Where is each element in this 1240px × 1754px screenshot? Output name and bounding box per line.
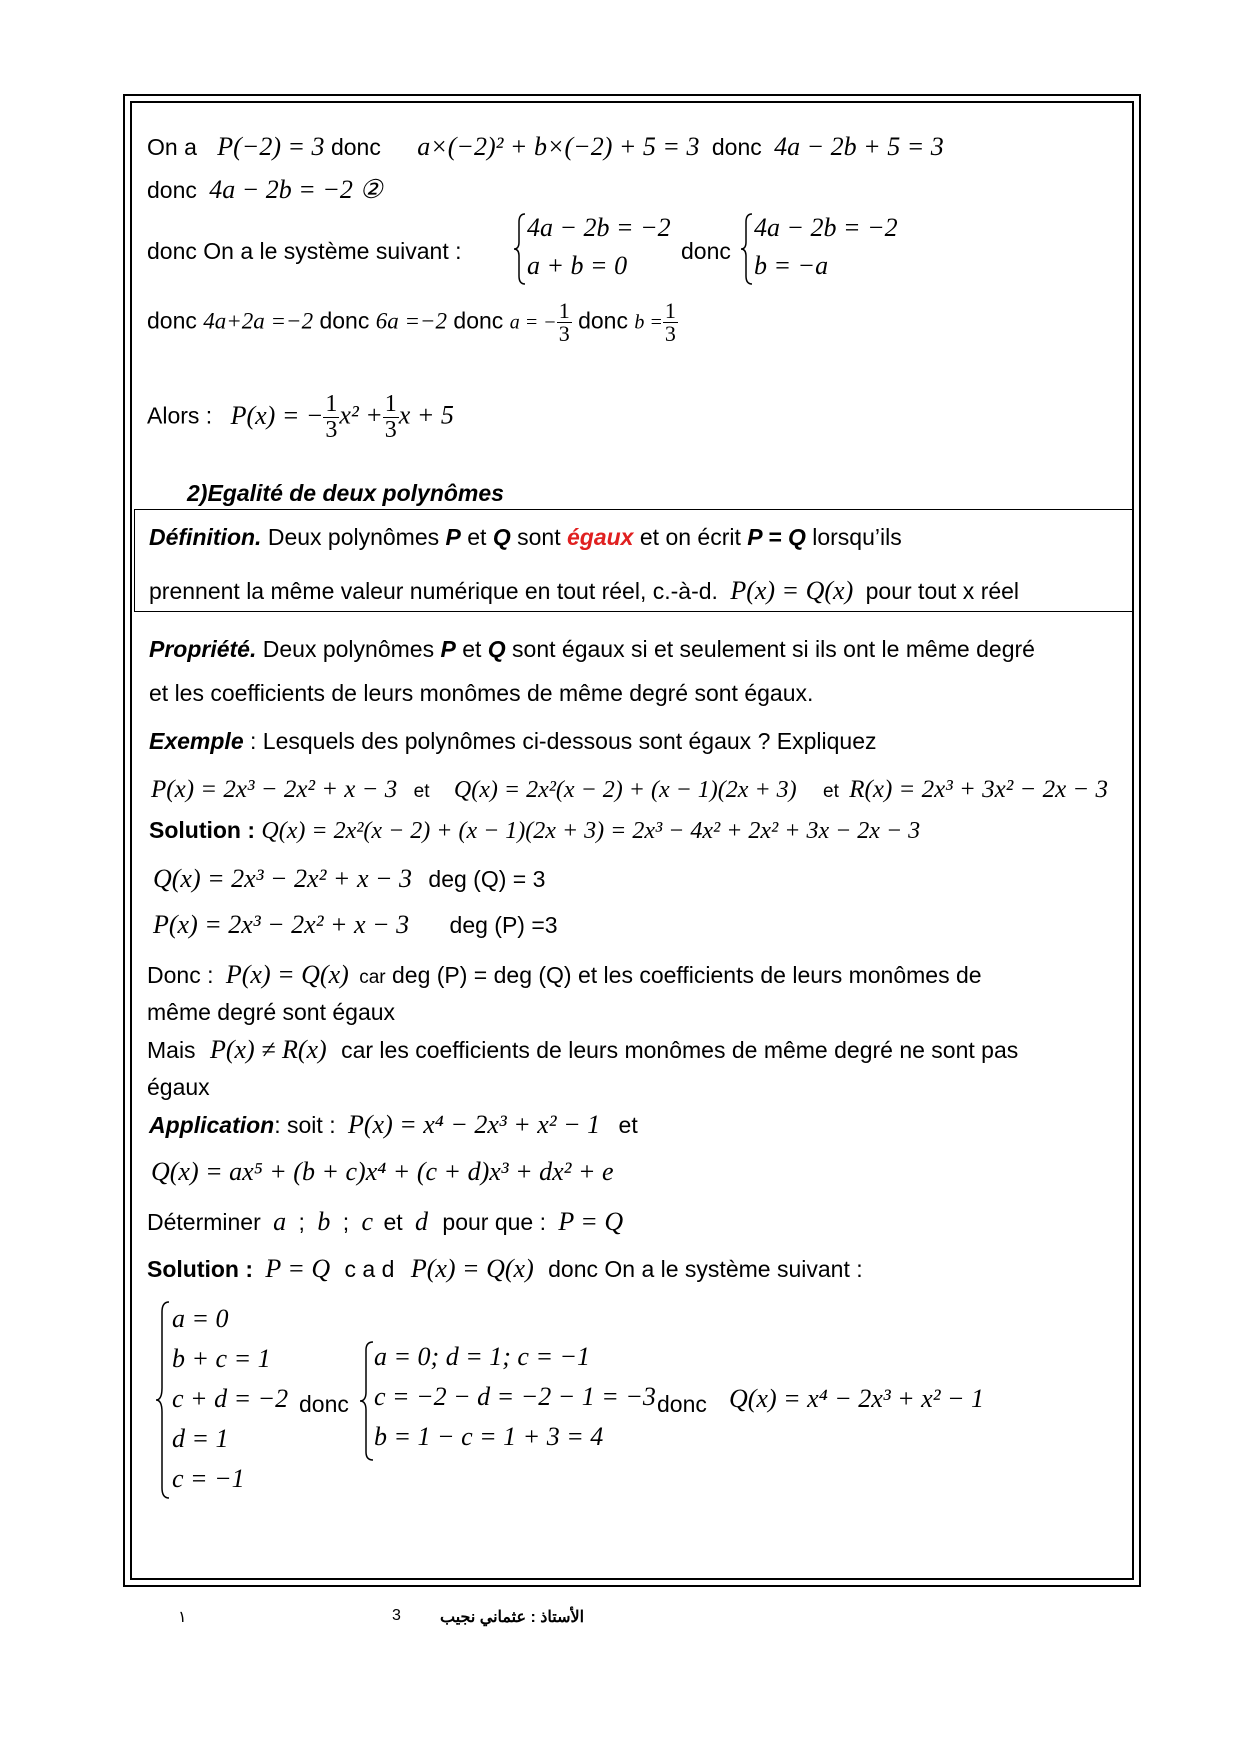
propriete-line-1: [149, 636, 1035, 663]
mais-line-2: égaux: [147, 1074, 210, 1100]
math: P(x) = x⁴ − 2x³ + x² − 1: [347, 1110, 601, 1139]
system-row: b + c = 1: [172, 1344, 271, 1373]
line-2: [147, 175, 383, 205]
section-title: 2)Egalité de deux polynômes: [187, 480, 504, 506]
text: P: [440, 636, 456, 662]
math: P = Q: [558, 1207, 624, 1236]
system-row: c = −1: [172, 1464, 245, 1493]
text: et: [455, 636, 488, 662]
math: Q(x) = x⁴ − 2x³ + x² − 1: [729, 1384, 985, 1413]
text: prennent la même valeur numérique en tout réel, c.-à-d.: [149, 578, 718, 604]
brace-icon: [740, 212, 754, 286]
text: P = Q: [747, 524, 806, 550]
line-5: [147, 392, 454, 443]
text-donc: donc: [299, 1391, 349, 1417]
math: P(x) = 2x³ − 2x² + x − 3: [153, 910, 410, 939]
line-3: [147, 238, 462, 265]
math: b =: [634, 311, 663, 334]
math: P(x) ≠ R(x): [209, 1035, 327, 1064]
system-row: b = −a: [754, 251, 829, 280]
math: a×(−2)² + b×(−2) + 5 = 3: [417, 132, 700, 161]
text: donc: [319, 307, 370, 334]
text: On a: [147, 134, 197, 160]
system-row: 4a − 2b = −2: [527, 213, 671, 242]
math: 6a =−2: [375, 308, 448, 334]
fraction: [323, 392, 339, 443]
text: sont: [510, 524, 567, 550]
propriete-label: Propriété.: [149, 636, 257, 662]
definition-label: Définition.: [149, 524, 262, 550]
text: Déterminer: [147, 1209, 261, 1235]
math: 4a − 2b = −2 ②: [209, 175, 383, 204]
system-row: d = 1: [172, 1424, 229, 1453]
text: c a d: [344, 1256, 395, 1282]
donc-line: [147, 960, 982, 990]
fraction-den: 3: [558, 321, 570, 346]
system-row: a = 0; d = 1; c = −1: [374, 1342, 591, 1371]
exemple-label: Exemple: [149, 728, 244, 754]
math: 4a − 2b + 5 = 3: [774, 132, 944, 161]
application-line: [149, 1110, 638, 1140]
brace-icon: [513, 212, 527, 286]
text: ;: [298, 1209, 305, 1235]
system-row: c = −2 − d = −2 − 1 = −3: [374, 1382, 656, 1411]
footer-left-number: ١: [178, 1609, 187, 1626]
text: Mais: [147, 1037, 196, 1063]
text: donc: [711, 134, 762, 160]
math: a = −: [509, 311, 557, 334]
text: donc: [578, 307, 628, 334]
system-row: c + d = −2: [172, 1384, 289, 1413]
system-row: b = 1 − c = 1 + 3 = 4: [374, 1422, 604, 1451]
text: et: [618, 1112, 638, 1138]
text: donc On a le système suivant :: [147, 238, 462, 264]
text: P: [445, 524, 461, 550]
text: et: [383, 1209, 403, 1235]
math: d: [415, 1207, 429, 1236]
text: pour tout x réel: [865, 578, 1020, 604]
fraction: [383, 392, 399, 443]
exemple-polynomials: [151, 776, 1108, 804]
brace-icon: [155, 1300, 171, 1500]
text: et: [823, 781, 839, 802]
final-result: [729, 1384, 984, 1414]
fraction-num: 1: [325, 391, 338, 417]
math: P(x) = Q(x): [730, 576, 854, 605]
fraction-num: 1: [558, 298, 570, 323]
propriete-line-2: et les coefficients de leurs monômes de même degré sont égaux.: [149, 680, 814, 706]
text: deg (P) =3: [449, 912, 558, 938]
determiner-line: [147, 1207, 623, 1237]
math: c: [361, 1207, 374, 1236]
line-4: [147, 300, 678, 345]
math: Q(x) = ax⁵ + (b + c)x⁴ + (c + d)x³ + dx² + e: [151, 1157, 614, 1186]
solution-1-line: [149, 817, 920, 845]
text: Donc :: [147, 962, 214, 988]
system-row: a + b = 0: [527, 251, 628, 280]
math: P = Q: [265, 1254, 331, 1283]
text: Deux polynômes: [261, 524, 446, 550]
definition-line-2: [149, 576, 1019, 606]
text-donc: donc: [681, 238, 731, 264]
math: R(x) = 2x³ + 3x² − 2x − 3: [849, 776, 1109, 803]
text: sont égaux si et seulement si ils ont le même degré: [505, 636, 1035, 662]
application-q-line: [151, 1157, 614, 1187]
definition-line-1: [149, 524, 902, 551]
text: Q: [487, 636, 506, 662]
solution-2-line: [147, 1254, 863, 1284]
text: : soit :: [274, 1112, 336, 1138]
solution-label: Solution :: [149, 817, 256, 843]
line-1: [147, 132, 944, 162]
math: P(x) = 2x³ − 2x² + x − 3: [151, 776, 398, 803]
highlight-egaux: égaux: [567, 524, 634, 550]
text: Alors :: [147, 402, 213, 429]
fraction-num: 1: [384, 391, 397, 417]
footer-author: الأستاذ : عثماني نجيب: [440, 1609, 585, 1626]
fraction: [557, 300, 572, 345]
text: donc: [147, 177, 197, 203]
footer-page-number: 3: [392, 1607, 401, 1624]
text: pour que :: [442, 1209, 546, 1235]
solution-p-line: [153, 910, 558, 940]
donc-line-2: même degré sont égaux: [147, 999, 396, 1025]
application-label: Application: [149, 1112, 275, 1138]
system-row: a = 0: [172, 1304, 229, 1333]
math: Q(x) = 2x²(x − 2) + (x − 1)(2x + 3): [453, 777, 797, 803]
mais-line: [147, 1035, 1018, 1065]
fraction-den: 3: [325, 417, 338, 443]
fraction: [663, 300, 678, 345]
math: Q(x) = 2x³ − 2x² + x − 3: [153, 864, 413, 893]
text: et on écrit: [633, 524, 748, 550]
fraction-den: 3: [664, 321, 676, 346]
math: 4a+2a =−2: [203, 308, 314, 334]
text: et: [413, 781, 430, 802]
solution-q-line: [153, 864, 545, 894]
text: donc: [453, 307, 504, 334]
text: : Lesquels des polynômes ci-dessous sont égaux ? Expliquez: [243, 728, 877, 754]
math: b: [317, 1207, 331, 1236]
math: a: [273, 1207, 287, 1236]
text: et: [460, 524, 493, 550]
text: deg (Q) = 3: [428, 866, 546, 892]
math: x + 5: [398, 400, 454, 430]
text: ;: [342, 1209, 350, 1235]
text: donc: [330, 134, 381, 160]
math: P(x) = Q(x): [410, 1254, 534, 1283]
solution-label: Solution :: [147, 1256, 254, 1282]
math: P(−2) = 3: [217, 132, 325, 161]
text: donc On a le système suivant :: [548, 1256, 863, 1282]
fraction-den: 3: [384, 417, 397, 443]
text: deg (P) = deg (Q) et les coefficients de leurs monômes de: [385, 962, 982, 988]
text: donc: [147, 307, 197, 334]
text: Q: [492, 524, 511, 550]
text: car: [359, 967, 386, 988]
text: Deux polynômes: [256, 636, 441, 662]
math: P(x) = Q(x): [225, 960, 349, 989]
text: car les coefficients de leurs monômes de même degré ne sont pas: [341, 1037, 1019, 1063]
exemple-line: [149, 728, 876, 755]
system-row: 4a − 2b = −2: [754, 213, 898, 242]
math: x² +: [339, 400, 383, 430]
math: P(x) = −: [230, 400, 324, 430]
fraction-num: 1: [664, 298, 676, 323]
text: lorsqu’ils: [805, 524, 902, 550]
brace-icon: [359, 1340, 375, 1462]
math: Q(x) = 2x²(x − 2) + (x − 1)(2x + 3) = 2x³ − 4x² + 2x² + 3x − 2x − 3: [261, 818, 921, 844]
text-donc: donc: [657, 1391, 707, 1417]
